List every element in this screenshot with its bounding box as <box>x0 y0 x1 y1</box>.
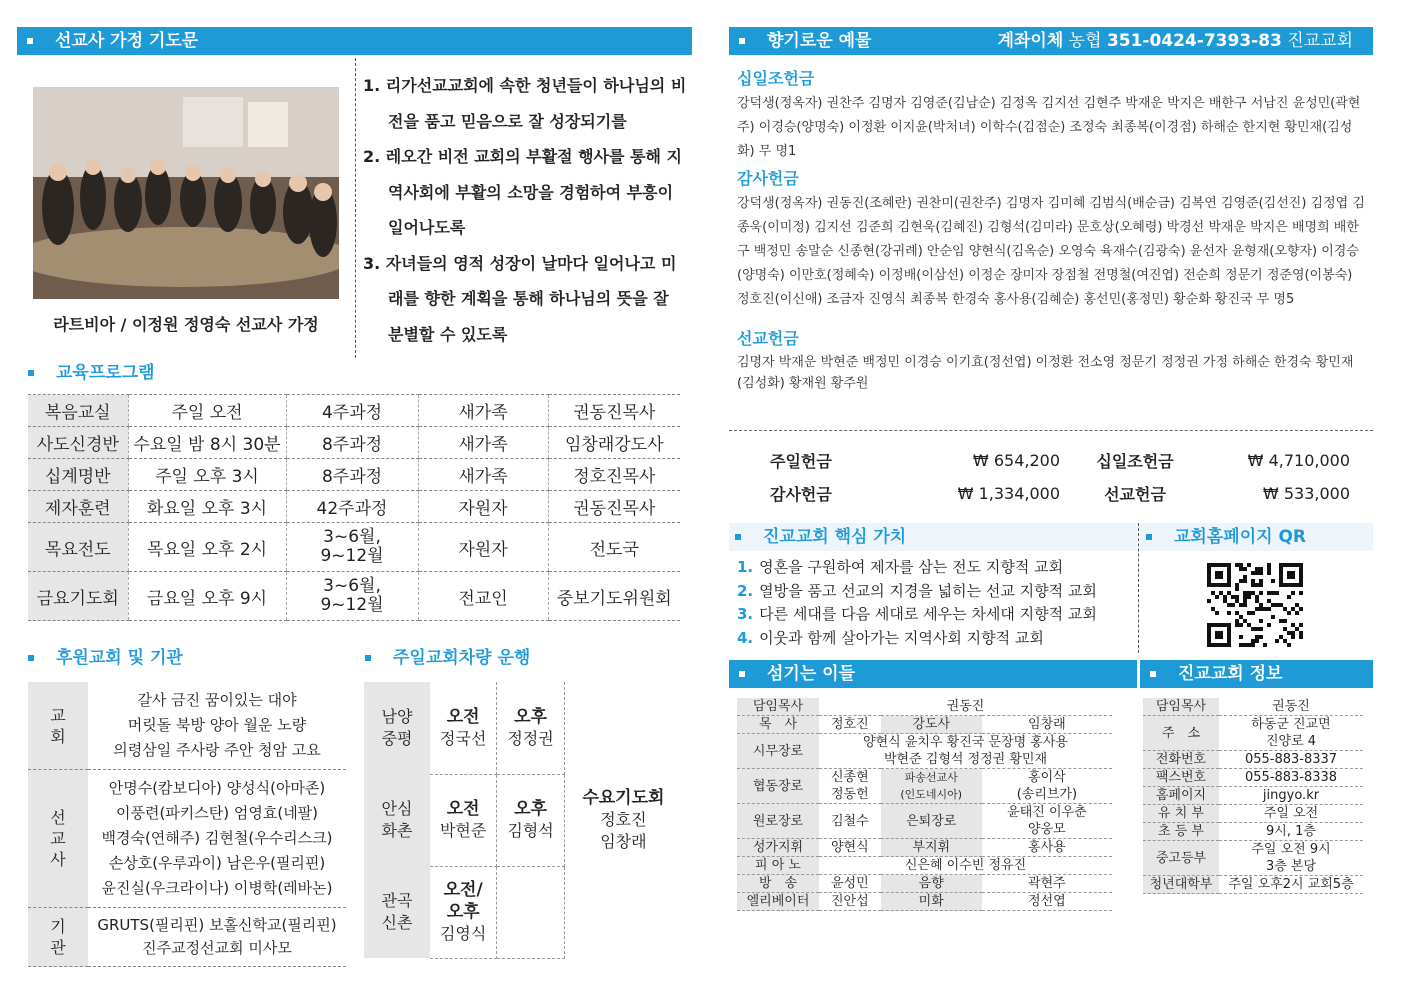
mission-names: 김명자 박재운 박현준 백정민 이경승 이기효(정선엽) 이정환 전소영 정문기 정정권 가정 하해순 한경숙 황민재(김성화) 황재원 황주원 <box>737 355 1354 391</box>
vehicle-pm-label: 오후 <box>514 799 547 819</box>
education-cell: 전교인 <box>418 572 548 621</box>
divider-vertical <box>355 58 356 358</box>
education-table <box>28 394 680 621</box>
education-cell: 새가족 <box>418 427 548 459</box>
servants-table <box>737 698 1112 911</box>
values-list <box>737 556 1137 650</box>
education-header: 교육프로그램 <box>28 360 155 386</box>
education-row <box>28 572 680 621</box>
prayer-item: 3. 자녀들의 영적 성장이 날마다 일어나고 미래를 향한 계획을 통해 하나님의 뜻을 잘 분별할 수 있도록 <box>363 253 677 344</box>
servant-role: 목 사 <box>737 716 819 734</box>
support-label: 선 교 사 <box>28 770 88 908</box>
education-cell: 8주과정 <box>286 459 418 491</box>
offering-lists <box>737 66 1367 394</box>
servant-cell: 미화 <box>881 893 982 911</box>
info-value: 주일 오후2시 교회5층 <box>1219 876 1363 894</box>
info-row <box>1143 805 1363 823</box>
vehicle-pm <box>497 774 564 866</box>
servant-cell: 음향 <box>881 875 982 893</box>
servant-names: 양현식 윤치우 황진국 문장명 홍사용 박현준 김형석 정정권 황민재 <box>819 734 1112 769</box>
servant-row <box>737 734 1112 769</box>
servant-role: 시무장로 <box>737 734 819 769</box>
education-row <box>28 523 680 572</box>
vehicle-am-driver: 박현준 <box>439 821 487 840</box>
education-cell: 목요일 오후 2시 <box>128 523 286 572</box>
servant-row <box>737 839 1112 857</box>
info-label: 홈페이지 <box>1143 787 1219 805</box>
education-cell: 사도신경반 <box>28 427 128 459</box>
education-cell: 권동진목사 <box>548 395 680 427</box>
support-names: GRUTS(필리핀) 보홀신학교(필리핀) 진주교정선교회 미사모 <box>88 908 346 967</box>
vehicle-am-label: 오전 <box>446 799 480 819</box>
info-label: 팩스번호 <box>1143 769 1219 787</box>
education-cell: 중보기도위원회 <box>548 572 680 621</box>
vehicle-pm-label: 오후 <box>514 706 547 727</box>
education-cell: 새가족 <box>418 395 548 427</box>
servant-role: 원로장로 <box>737 804 819 839</box>
vehicle-am-label: 오전 <box>446 706 480 727</box>
mission-title: 선교헌금 <box>737 329 799 348</box>
account-number: 351-0424-7393-83 <box>1106 31 1282 51</box>
tithe-title: 십일조헌금 <box>737 69 815 88</box>
support-names: 안명수(캄보디아) 양성식(아마존) 이풍련(파키스탄) 엄영효(네팔) 백경숙(연해주) 김현철(우수리스크) 손상호(우루과이) 남은우(필리핀) 윤진실(우크라이나) 이병학(레바논) <box>88 770 346 908</box>
servant-role: 성가지휘 <box>737 839 819 857</box>
info-label: 주 소 <box>1143 716 1219 751</box>
support-label: 기 관 <box>28 908 88 967</box>
info-label: 유 치 부 <box>1143 805 1219 823</box>
offering-totals <box>770 444 1350 510</box>
servant-cell: 진안섭 <box>819 893 881 911</box>
vehicle-pm-driver: 정정권 <box>507 728 554 748</box>
account-label: 계좌이체 <box>997 31 1064 51</box>
total-label: 주일헌금 <box>770 452 832 471</box>
vehicle-pm <box>497 866 564 958</box>
servant-role: 협동장로 <box>737 769 819 804</box>
servant-cell: 윤태진 이우춘 양웅모 <box>982 804 1112 839</box>
servant-row <box>737 769 1112 804</box>
info-value: 055-883-8337 <box>1219 751 1363 769</box>
vehicle-table <box>364 682 682 959</box>
education-row <box>28 395 680 427</box>
vehicle-am <box>430 774 497 866</box>
total-value: ₩ 4,710,000 <box>1247 451 1350 470</box>
support-header: 후원교회 및 기관 <box>28 645 183 671</box>
values-header: 진교교회 핵심 가치 <box>729 523 1137 551</box>
servant-cell: 임창래 <box>982 716 1112 734</box>
education-cell: 금요일 오후 9시 <box>128 572 286 621</box>
servant-cell: 양현식 <box>819 839 881 857</box>
support-row <box>28 770 346 908</box>
education-row <box>28 459 680 491</box>
core-value-text: 영혼을 구원하여 제자를 삼는 전도 지향적 교회 <box>759 558 1064 576</box>
education-cell: 3~6월, 9~12월 <box>286 523 418 572</box>
servants-header: 섬기는 이들 <box>729 660 1137 688</box>
wednesday-prayer <box>564 682 682 958</box>
info-label: 담임목사 <box>1143 698 1219 716</box>
info-value: 하동군 진교면 진양로 4 <box>1219 716 1363 751</box>
prayer-header: 선교사 가정 기도문 <box>17 27 692 55</box>
education-cell: 4주과정 <box>286 395 418 427</box>
education-cell: 정호진목사 <box>548 459 680 491</box>
support-label: 교 회 <box>28 682 88 770</box>
vehicle-header: 주일교회차량 운행 <box>365 645 530 671</box>
info-row <box>1143 841 1363 876</box>
info-row <box>1143 769 1363 787</box>
total-label: 십일조헌금 <box>1096 452 1174 471</box>
education-cell: 전도국 <box>548 523 680 572</box>
servant-role: 엘리베이터 <box>737 893 819 911</box>
education-cell: 8주과정 <box>286 427 418 459</box>
servant-cell: 김철수 <box>819 804 881 839</box>
qr-divider <box>1138 523 1139 653</box>
vehicle-am <box>430 866 497 958</box>
servant-cell: 홍이삭 (송리브가) <box>982 769 1112 804</box>
education-cell: 42주과정 <box>286 491 418 523</box>
support-row <box>28 908 346 967</box>
account-holder: 진교교회 <box>1287 31 1353 51</box>
servant-role: 방 송 <box>737 875 819 893</box>
info-label: 전화번호 <box>1143 751 1219 769</box>
vehicle-am <box>430 682 497 774</box>
info-value: 055-883-8338 <box>1219 769 1363 787</box>
education-cell: 주일 오후 3시 <box>128 459 286 491</box>
total-label: 선교헌금 <box>1104 485 1166 504</box>
core-value-num: 3. <box>737 605 754 623</box>
education-cell: 새가족 <box>418 459 548 491</box>
servant-names: 신은혜 이수빈 정유진 <box>819 857 1112 875</box>
total-value: ₩ 654,200 <box>972 451 1060 470</box>
info-row <box>1143 751 1363 769</box>
servant-cell: 곽현주 <box>982 875 1112 893</box>
core-value-text: 다른 세대를 다음 세대로 세우는 차세대 지향적 교회 <box>759 605 1097 623</box>
servant-row <box>737 698 1112 716</box>
education-cell: 복음교실 <box>28 395 128 427</box>
education-row <box>28 491 680 523</box>
core-value-num: 1. <box>737 558 754 576</box>
info-value: 9시, 1층 <box>1219 823 1363 841</box>
totals-divider <box>729 430 1373 431</box>
education-cell: 주일 오전 <box>128 395 286 427</box>
core-value-text: 열방을 품고 선교의 지경을 넓히는 선교 지향적 교회 <box>759 581 1097 600</box>
qr-header: 교회홈페이지 QR <box>1140 523 1373 551</box>
servant-cell: 은퇴장로 <box>881 804 982 839</box>
total-row <box>770 477 1350 510</box>
support-names: 갈사 금진 꿈이있는 대야 머릿돌 북방 양아 월운 노량 의령삼일 주사랑 주안 청암 고요 <box>88 682 346 770</box>
education-cell: 권동진목사 <box>548 491 680 523</box>
prayer-item: 1. 리가선교교회에 속한 청년들이 하나님의 비전을 품고 믿음으로 잘 성장되기를 <box>363 76 687 131</box>
info-value: 주일 오전 <box>1219 805 1363 823</box>
info-value: 권동진 <box>1219 698 1363 716</box>
vehicle-am-driver: 정국선 <box>439 728 487 748</box>
homepage-qr-code[interactable] <box>1207 563 1303 647</box>
vehicle-pm <box>497 682 564 774</box>
church-info-table <box>1143 698 1363 894</box>
info-row <box>1143 787 1363 805</box>
core-value-item <box>737 580 1137 604</box>
servant-role: 담임목사 <box>737 698 819 716</box>
core-value-item <box>737 603 1137 627</box>
total-row <box>770 444 1350 477</box>
education-cell: 임창래강도사 <box>548 427 680 459</box>
core-value-text: 이웃과 함께 살아가는 지역사회 지향적 교회 <box>759 628 1044 647</box>
vehicle-am-driver: 김영식 <box>439 924 487 943</box>
info-label: 중고등부 <box>1143 841 1219 876</box>
thanks-names: 강덕생(정옥자) 권동진(조혜란) 권찬미(권찬주) 김명자 김미혜 김범식(배순금) 김복연 김영준(김선진) 김정엽 김종욱(이미정) 김지선 김준희 김현욱(김혜진) 김형석(김미라) 문호상(오혜령) 박경선 박재운 박지은 배명희 배한구 백정민 송말순 신종현(강귀례) 안순임 양현식(김옥순) 오영숙 육재수(김광숙) 윤선자 윤형재(오향자) 이경승(양명숙) 이만호(정혜숙) 이정배(이삼선) 이정순 장미자 장점철 전명철(여진엽) 전순희 정문기 정준영(이봉숙) 정호진(이신애) 조금자 진영식 최종복 한경숙 홍사용(김혜순) 홍선민(홍정민) 황순화 황진국 무 명5 <box>737 196 1365 307</box>
core-value-item <box>737 556 1137 580</box>
education-cell: 십계명반 <box>28 459 128 491</box>
support-row <box>28 682 346 770</box>
church-info-header: 진교교회 정보 <box>1140 660 1373 688</box>
servant-role: 피 아 노 <box>737 857 819 875</box>
servant-cell: 정선엽 <box>982 893 1112 911</box>
missionary-photo <box>33 87 339 299</box>
bank-name: 농협 <box>1068 31 1102 51</box>
servant-cell: 정호진 <box>819 716 881 734</box>
servant-row <box>737 716 1112 734</box>
education-cell: 자원자 <box>418 491 548 523</box>
education-cell: 금요기도회 <box>28 572 128 621</box>
total-value: ₩ 533,000 <box>1262 484 1350 503</box>
info-row <box>1143 876 1363 894</box>
servant-cell: 홍사용 <box>982 839 1112 857</box>
info-label: 청년대학부 <box>1143 876 1219 894</box>
info-row <box>1143 698 1363 716</box>
vehicle-area: 관곡 신촌 <box>364 866 430 958</box>
info-row <box>1143 823 1363 841</box>
servant-cell: 파송선교사 (인도네시아) <box>881 769 982 804</box>
total-value: ₩ 1,334,000 <box>957 484 1060 503</box>
education-cell: 목요전도 <box>28 523 128 572</box>
education-cell: 3~6월, 9~12월 <box>286 572 418 621</box>
offering-header: 향기로운 예물 계좌이체 농협 351-0424-7393-83 진교교회 <box>729 27 1373 55</box>
info-label: 초 등 부 <box>1143 823 1219 841</box>
servant-cell: 강도사 <box>881 716 982 734</box>
support-table <box>28 682 346 967</box>
education-cell: 자원자 <box>418 523 548 572</box>
prayer-list <box>363 68 688 352</box>
tithe-names: 강덕생(정옥자) 권찬주 김명자 김영준(김남순) 김정옥 김지선 김현주 박재운 박지은 배한구 서남진 윤성민(곽현주) 이경승(양명숙) 이정환 이지윤(박처녀) 이학수(김점순) 조정숙 최종복(이경점) 하해순 한지현 황민재(김성화) 무 명1 <box>737 96 1361 159</box>
core-value-num: 2. <box>737 581 754 600</box>
servant-cell: 부지휘 <box>881 839 982 857</box>
wednesday-label: 수요기도회 <box>582 788 665 808</box>
vehicle-row <box>364 682 682 774</box>
core-value-item <box>737 627 1137 651</box>
servant-row <box>737 875 1112 893</box>
servant-names: 권동진 <box>819 698 1112 716</box>
education-cell: 수요일 밤 8시 30분 <box>128 427 286 459</box>
info-row <box>1143 716 1363 751</box>
servant-row <box>737 857 1112 875</box>
servant-cell: 신종현 정동헌 <box>819 769 881 804</box>
education-cell: 화요일 오후 3시 <box>128 491 286 523</box>
prayer-item: 2. 레오간 비전 교회의 부활절 행사를 통해 지역사회에 부활의 소망을 경험하여 부흥이 일어나도록 <box>363 147 682 237</box>
vehicle-area: 남양 중평 <box>364 682 430 774</box>
core-value-num: 4. <box>737 628 754 647</box>
info-value: jingyo.kr <box>1219 787 1363 805</box>
photo-caption: 라트비아 / 이정원 정영숙 선교사 가정 <box>53 315 319 334</box>
vehicle-area: 안심 화촌 <box>364 774 430 866</box>
servant-cell: 윤성민 <box>819 875 881 893</box>
servant-row <box>737 804 1112 839</box>
vehicle-pm-driver: 김형석 <box>507 821 554 840</box>
thanks-title: 감사헌금 <box>737 169 799 188</box>
education-row <box>28 427 680 459</box>
info-value: 주일 오전 9시 3층 본당 <box>1219 841 1363 876</box>
vehicle-am-label: 오전/ 오후 <box>443 880 483 922</box>
servant-row <box>737 893 1112 911</box>
wednesday-names: 정호진 임창래 <box>600 810 647 851</box>
education-cell: 제자훈련 <box>28 491 128 523</box>
total-label: 감사헌금 <box>770 485 832 504</box>
